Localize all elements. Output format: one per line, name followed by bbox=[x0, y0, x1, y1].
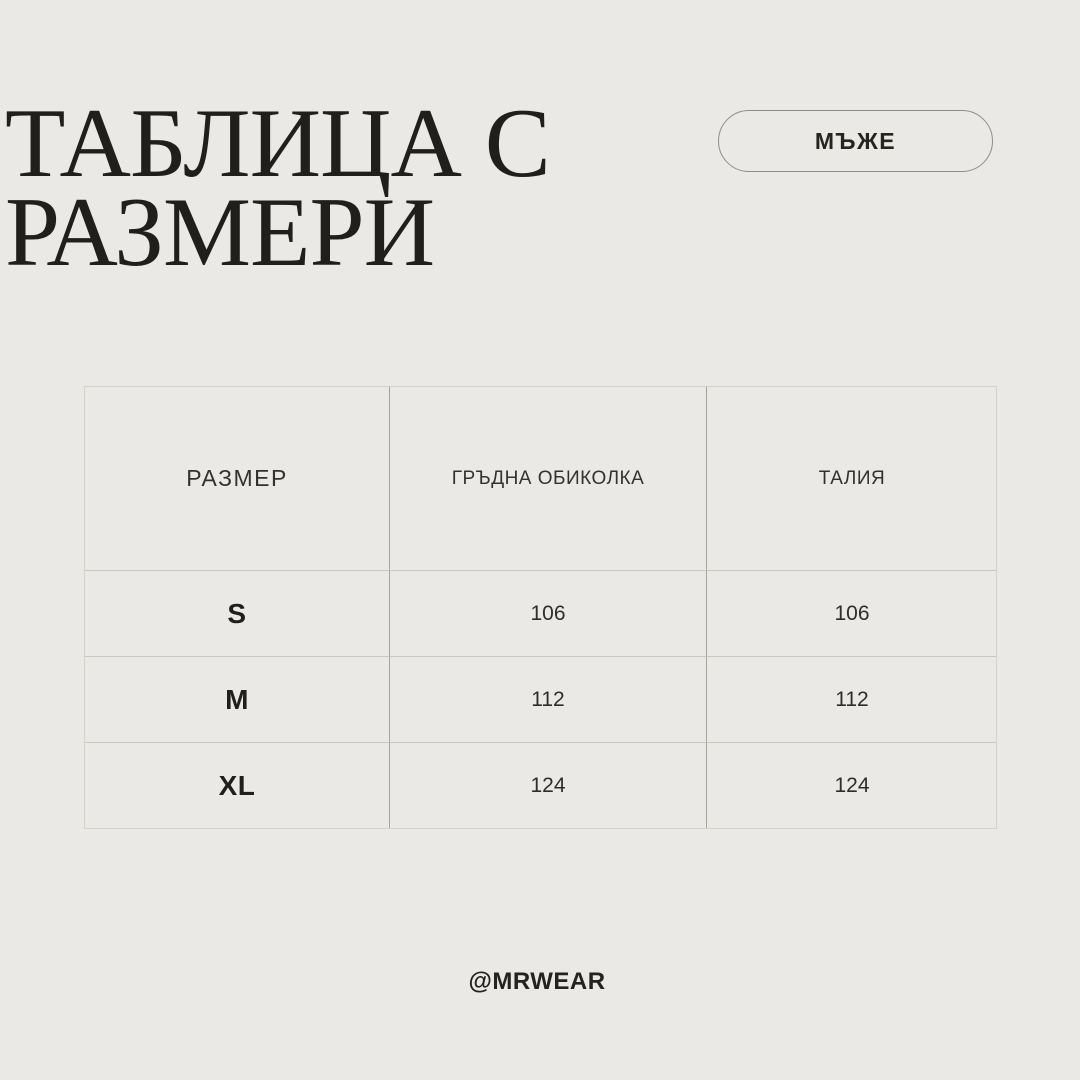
chest-value-cell: 124 bbox=[390, 743, 707, 828]
category-pill-men[interactable] bbox=[718, 110, 993, 172]
category-pill-label: МЪЖЕ bbox=[814, 127, 897, 154]
page-title-line-1: ТАБЛИЦА С bbox=[5, 89, 550, 198]
waist-value-cell: 106 bbox=[707, 571, 997, 657]
waist-value-cell: 124 bbox=[834, 773, 870, 797]
size-cell: XL bbox=[85, 743, 390, 828]
header-cell-chest: ГРЪДНА ОБИКОЛКА bbox=[390, 387, 707, 571]
header-cell-size: РАЗМЕР bbox=[85, 387, 390, 571]
waist-value-cell: 112 bbox=[707, 657, 997, 743]
header-cell-waist: ТАЛИЯ bbox=[707, 387, 997, 571]
footer-handle: @MRWEAR bbox=[468, 968, 606, 995]
chest-value-cell: 106 bbox=[390, 571, 707, 657]
size-table bbox=[84, 386, 997, 829]
page-title-line-2: РАЗМЕРИ bbox=[5, 178, 435, 287]
page-title bbox=[5, 89, 550, 287]
chest-value-cell: 112 bbox=[390, 657, 707, 743]
size-cell: S bbox=[85, 571, 390, 657]
size-cell: M bbox=[85, 657, 390, 743]
